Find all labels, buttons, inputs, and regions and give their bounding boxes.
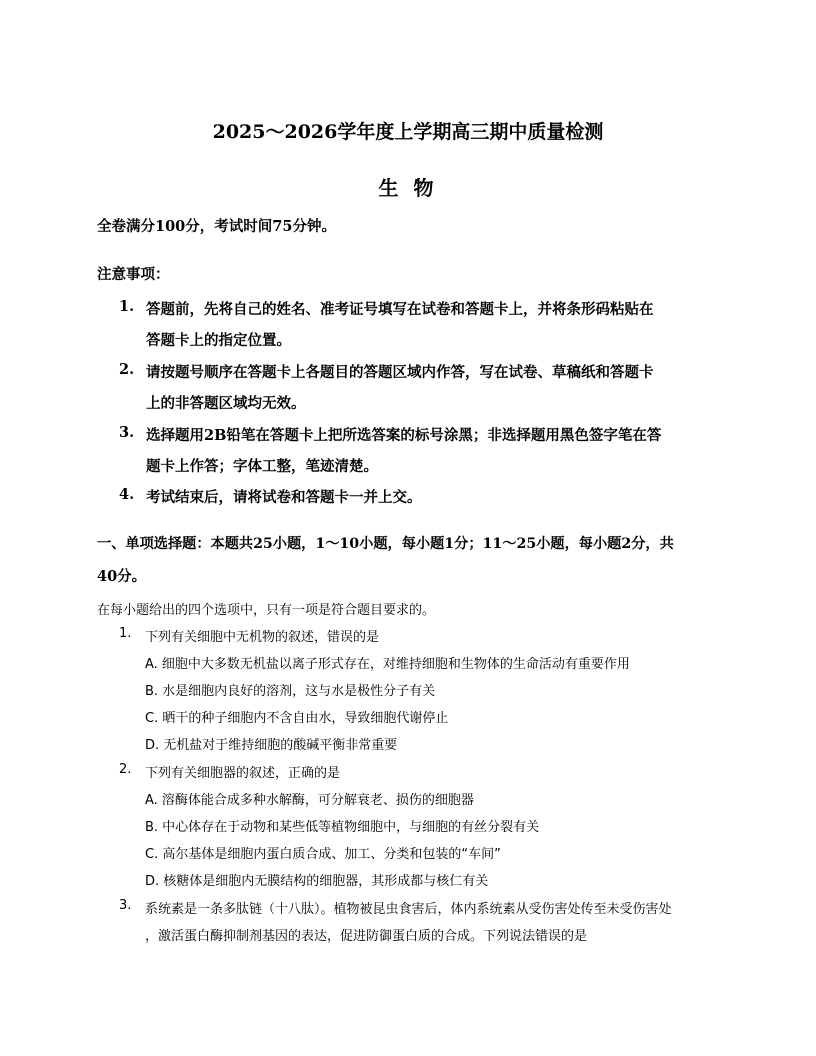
option-d: D. 核糖体是细胞内无膜结构的细胞器，其形成都与核仁有关 (145, 874, 489, 889)
exam-title: 2025～2026学年度上学期高三期中质量检测 (212, 121, 604, 143)
option-c: C. 高尔基体是细胞内蛋白质合成、加工、分类和包装的“车间” (145, 847, 501, 862)
question-stem: 系统素是一条多肽链（十八肽）。植物被昆虫食害后，体内系统素从受伤害处传至未受伤害处 (145, 902, 672, 917)
section-heading: 一、单项选择题：本题共25小题，1～10小题，每小题1分；11～25小题，每小题2分，共 (97, 536, 674, 552)
notice-line: 请按题号顺序在答题卡上各题目的答题区域内作答，写在试卷、草稿纸和答题卡 (146, 364, 654, 381)
option-d: D. 无机盐对于维持细胞的酸碱平衡非常重要 (145, 738, 398, 753)
notice-line: 答题前，先将自己的姓名、准考证号填写在试卷和答题卡上，并将条形码粘贴在 (146, 301, 654, 318)
notice-number: 3. (119, 424, 135, 441)
score-time-text: 全卷满分100分，考试时间75分钟。 (97, 218, 336, 235)
section-instruction: 在每小题给出的四个选项中，只有一项是符合题目要求的。 (97, 603, 436, 618)
question-number: 1. (119, 626, 132, 641)
notice-line: 考试结束后，请将试卷和答题卡一并上交。 (146, 489, 422, 506)
option-b: B. 中心体存在于动物和某些低等植物细胞中，与细胞的有丝分裂有关 (145, 820, 540, 835)
notice-line: 选择题用2B铅笔在答题卡上把所选答案的标号涂黑；非选择题用黑色签字笔在答 (146, 427, 662, 444)
notice-line: 题卡上作答；字体工整，笔迹清楚。 (146, 458, 378, 475)
notice-line: 上的非答题区域均无效。 (146, 395, 306, 412)
notice-line: 答题卡上的指定位置。 (146, 332, 291, 349)
question-stem-cont: ，激活蛋白酶抑制剂基因的表达，促进防御蛋白质的合成。下列说法错误的是 (145, 929, 588, 944)
notice-number: 4. (119, 486, 135, 503)
section-heading-cont: 40分。 (97, 568, 147, 585)
option-a: A. 细胞中大多数无机盐以离子形式存在，对维持细胞和生物体的生命活动有重要作用 (145, 657, 630, 672)
option-c: C. 晒干的种子细胞内不含自由水，导致细胞代谢停止 (145, 711, 449, 726)
question-number: 2. (119, 762, 132, 777)
notice-heading: 注意事项： (97, 266, 170, 283)
option-a: A. 溶酶体能合成多种水解酶，可分解衰老、损伤的细胞器 (145, 793, 474, 808)
notice-number: 2. (119, 361, 135, 378)
question-stem: 下列有关细胞器的叙述，正确的是 (145, 766, 341, 781)
subject-title: 生 物 (378, 176, 438, 200)
notice-number: 1. (119, 298, 135, 315)
option-b: B. 水是细胞内良好的溶剂，这与水是极性分子有关 (145, 684, 436, 699)
question-stem: 下列有关细胞中无机物的叙述，错误的是 (145, 630, 380, 645)
question-number: 3. (119, 898, 132, 913)
